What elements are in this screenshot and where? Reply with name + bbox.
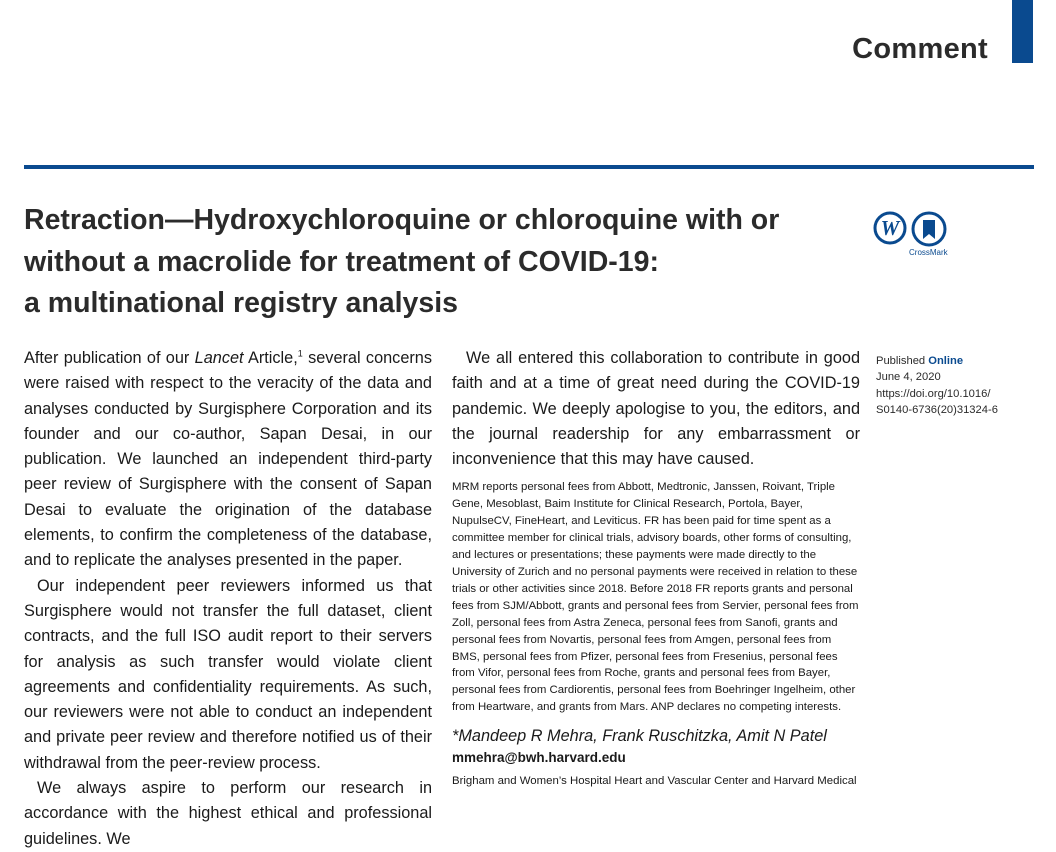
section-color-tab — [1012, 0, 1033, 63]
published-label: Published — [876, 355, 926, 367]
middle-column — [452, 346, 860, 789]
left-column — [24, 346, 432, 852]
paragraph-3: We always aspire to perform our research in accordance with the highest ethical and professional guidelines. We — [24, 779, 432, 848]
w-logo-icon[interactable] — [873, 211, 907, 245]
published-online — [876, 353, 1051, 369]
publication-date: June 4, 2020 — [876, 371, 941, 384]
crossmark-label: CrossMark — [909, 248, 948, 257]
paragraph-1 — [24, 346, 432, 574]
title-line-3: a multinational registry analysis — [24, 287, 458, 319]
publication-info — [876, 353, 1051, 419]
paragraph-4: We all entered this collaboration to contribute in good faith and at a time of great need during the COVID-19 pandemic. We deeply apologise to you, the editors, and the journal readership for any embarrassment or inconvenience that this may have caused. — [452, 349, 860, 469]
svg-text:W: W — [880, 216, 900, 240]
online-label: Online — [928, 355, 964, 367]
section-label: Comment — [852, 33, 988, 65]
paragraph-2: Our independent peer reviewers informed us that Surgisphere would not transfer the full dataset, client contracts, and the full ISO audit report to their servers for analysis as such transfer would violate client agreements and confidentiality requirements. As such, our reviewers were not able to conduct an independent and private peer review and therefore notified us of their withdrawal from the peer-review process. — [24, 576, 432, 772]
affiliation: Brigham and Women’s Hospital Heart and Vascular Center and Harvard Medical — [452, 775, 857, 788]
doi-line-1[interactable]: https://doi.org/10.1016/ — [876, 387, 991, 400]
author-list: *Mandeep R Mehra, Frank Ruschitzka, Amit N Patel — [452, 727, 827, 746]
author-email[interactable]: mmehra@bwh.harvard.edu — [452, 750, 626, 766]
crossmark-icon[interactable] — [911, 211, 947, 247]
reference-1[interactable]: 1 — [297, 348, 303, 359]
doi-line-2[interactable]: S0140-6736(20)31324-6 — [876, 404, 998, 417]
article-title — [24, 200, 844, 325]
p1-post: several concerns were raised with respect to the veracity of the data and analyses conducted by Surgisphere Corporation and its founder and our co-author, Sapan Desai, in our publication. We launched an independent third-party peer review of Surgisphere with the consent of Sapan Desai to evaluate the origination of the database elements, to confirm the completeness of the database, and to replicate the analyses presented in the paper. — [24, 349, 432, 570]
title-line-1: Retraction—Hydroxychloroquine or chloroquine with or — [24, 204, 780, 236]
header-rule — [24, 165, 1034, 169]
p1-article: Article, — [243, 349, 298, 367]
p1-pre: After publication of our — [24, 349, 195, 367]
competing-interests: MRM reports personal fees from Abbott, Medtronic, Janssen, Roivant, Triple Gene, Mesoblast, Baim Institute for Clinical Research, Portola, Bayer, NupulseCV, FineHeart, and Leviticus. FR has been paid for time spent as a committee member for clinical trials, advisory boards, other forms of consulting, and lectures or presentations; these payments were made directly to the University of Zurich and no personal payments were received in relation to these trials or other activities since 2018. Before 2018 FR reports grants and personal fees from SJM/Abbott, grants and personal fees from Servier, personal fees from Zoll, personal fees from Astra Zeneca, personal fees from Sanofi, grants and personal fees from Novartis, personal fees from Amgen, personal fees from BMS, personal fees from Pfizer, personal fees from Fresenius, personal fees from Vifor, personal fees from Roche, grants and personal fees from Bayer, personal fees from Cardiorentis, personal fees from Boehringer Ingelheim, other from Heartware, and grants from Mars. ANP declares no competing interests. — [452, 481, 859, 714]
journal-name: Lancet — [194, 349, 244, 367]
badges — [873, 211, 963, 261]
title-line-2: without a macrolide for treatment of COVID-19: — [24, 245, 659, 278]
